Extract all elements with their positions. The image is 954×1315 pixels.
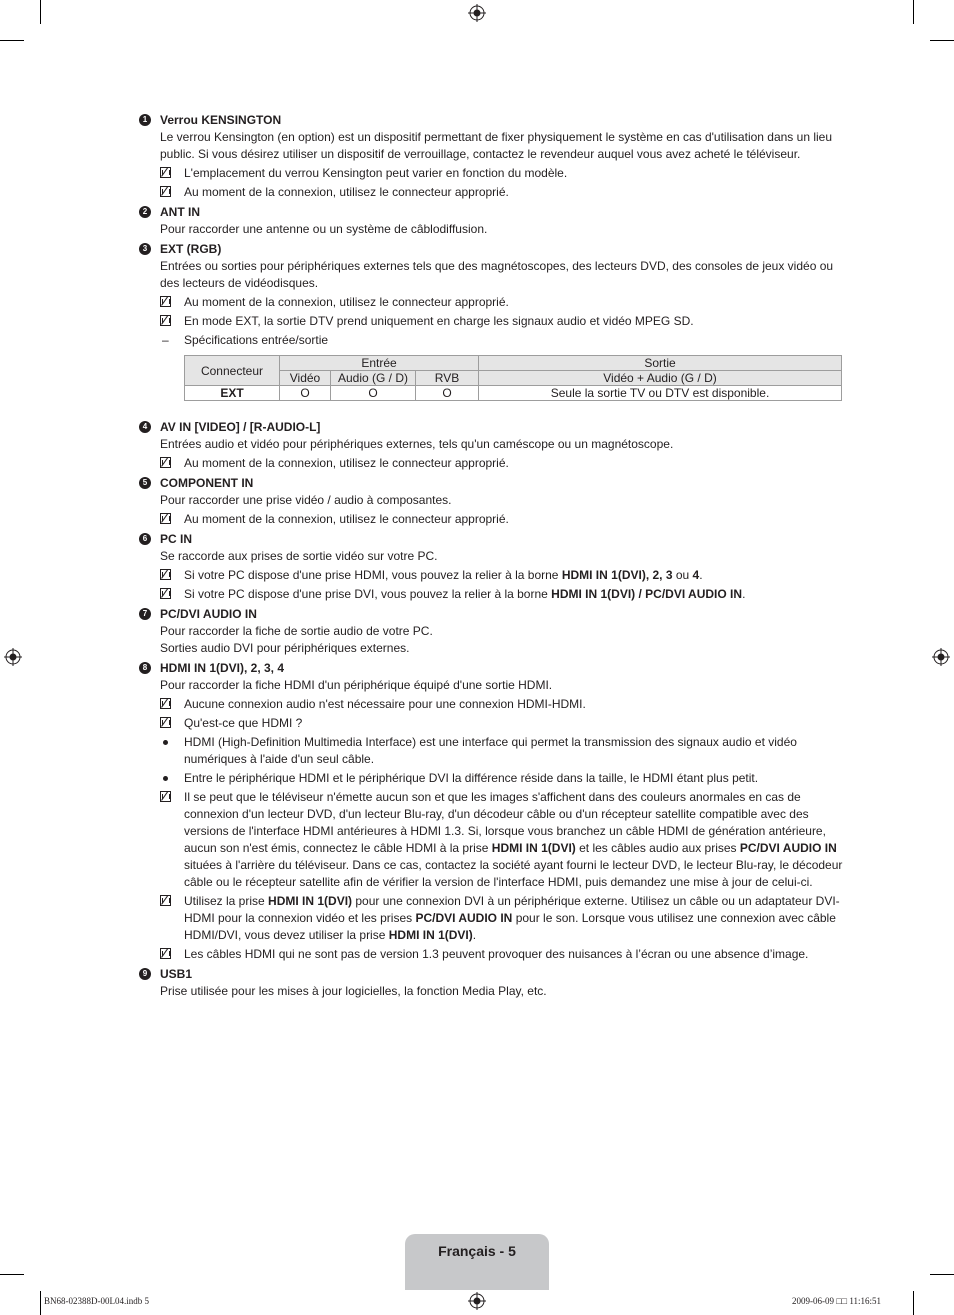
note-item	[138, 586, 844, 603]
table-subheader-row	[185, 371, 842, 386]
crop-mark-top-right-h	[930, 40, 954, 41]
text-run: situées à l'arrière du téléviseur. Dans ce cas, contactez la société ayant fourni le lecteur DVD, le lecteur Blu-ray, le décodeur câble ou le récepteur satellite afin de vérifier la version de l'interface HDMI, puis demandez une mise à jour de celui-ci.	[184, 858, 843, 889]
line-text: Entrées ou sorties pour périphériques externes tels que des magnétoscopes, des lecteurs DVD, des consoles de jeux vidéo ou des lecteurs de vidéodisques.	[160, 259, 834, 290]
section-title	[138, 241, 844, 258]
io-spec-table	[184, 355, 842, 401]
line-text: Se raccorde aux prises de sortie vidéo sur votre PC.	[160, 549, 438, 563]
note-icon	[160, 569, 171, 580]
note-icon	[160, 698, 171, 709]
note-icon	[160, 315, 171, 326]
line-text: Le verrou Kensington (en option) est un dispositif permettant de fixer physiquement le système en cas d'utilisation dans un lieu public. Si vous désirez utiliser un dispositif de verrouillage, contactez le revendeur auquel vous avez acheté le téléviseur.	[160, 130, 833, 161]
text-run: et les câbles audio aux prises	[575, 841, 740, 855]
table-header-row	[185, 356, 842, 371]
crop-mark-top-left-h	[0, 40, 24, 41]
section-title-text: Verrou KENSINGTON	[160, 113, 282, 127]
section-2	[138, 204, 844, 238]
line-text: HDMI (High-Definition Multimedia Interface) est une interface qui permet la transmission des signaux audio et vidéo numériques à l'aide d'un seul câble.	[184, 735, 797, 766]
paragraph	[138, 129, 844, 163]
paragraph	[138, 492, 844, 509]
note-icon	[160, 948, 171, 959]
line-text: Qu'est-ce que HDMI ?	[184, 716, 303, 730]
section-title-text: PC/DVI AUDIO IN	[160, 607, 257, 621]
paragraph	[138, 258, 844, 292]
line-text: Pour raccorder la fiche HDMI d'un périphérique équipé d'une sortie HDMI.	[160, 678, 553, 692]
bold-term: HDMI IN 1(DVI)	[388, 928, 473, 942]
section-title	[138, 606, 844, 623]
note-item	[138, 789, 844, 891]
section-7	[138, 606, 844, 657]
line-text: Au moment de la connexion, utilisez le connecteur approprié.	[184, 456, 509, 470]
section-title-text: COMPONENT IN	[160, 476, 254, 490]
section-title	[138, 475, 844, 492]
table-cell: Sortie	[479, 356, 842, 371]
section-8	[138, 660, 844, 963]
line-text: L'emplacement du verrou Kensington peut varier en fonction du modèle.	[184, 166, 568, 180]
line-text: Aucune connexion audio n'est nécessaire pour une connexion HDMI-HDMI.	[184, 697, 586, 711]
note-icon	[160, 296, 171, 307]
paragraph	[138, 548, 844, 565]
text-run: pour le son. Lorsque vous utilisez une connexion avec câble HDMI/DVI, vous devez utiliser la prise	[184, 911, 836, 942]
table-cell: Vidéo	[280, 371, 331, 386]
line-text: Pour raccorder une prise vidéo / audio à composantes.	[160, 493, 452, 507]
note-item	[138, 893, 844, 944]
slug-file-info: BN68-02388D-00L04.indb 5	[44, 1296, 149, 1306]
bold-term: HDMI IN 1(DVI) / PC/DVI AUDIO IN	[551, 587, 743, 601]
line-text: Spécifications entrée/sortie	[184, 333, 329, 347]
note-icon	[160, 186, 171, 197]
section-number-badge: 2	[139, 206, 151, 218]
line-text: Au moment de la connexion, utilisez le connecteur approprié.	[184, 512, 509, 526]
line-text: Prise utilisée pour les mises à jour logicielles, la fonction Media Play, etc.	[160, 984, 547, 998]
note-item	[138, 696, 844, 713]
section-number-badge: 9	[139, 968, 151, 980]
page-number-tab	[405, 1234, 549, 1290]
section-number-badge: 4	[139, 421, 151, 433]
table-cell: Connecteur	[185, 356, 280, 386]
bullet-dot-icon	[163, 776, 168, 781]
note-item	[138, 455, 844, 472]
table-cell: Entrée	[280, 356, 479, 371]
note-icon	[160, 513, 171, 524]
paragraph	[138, 436, 844, 453]
section-5	[138, 475, 844, 528]
line-text: Au moment de la connexion, utilisez le connecteur approprié.	[184, 185, 509, 199]
paragraph	[138, 677, 844, 694]
registration-mark-bottom-icon	[468, 1292, 486, 1310]
registration-mark-right-icon	[932, 648, 950, 666]
crop-mark-bottom-right-h	[930, 1274, 954, 1275]
bold-term: HDMI IN 1(DVI), 2, 3	[561, 568, 673, 582]
text-run: .	[742, 587, 746, 601]
section-title-text: PC IN	[160, 532, 193, 546]
bold-term: HDMI IN 1(DVI)	[491, 841, 576, 855]
bold-term: PC/DVI AUDIO IN	[739, 841, 837, 855]
section-number-badge: 1	[139, 114, 151, 126]
paragraph	[138, 983, 844, 1000]
text-run: Utilisez la prise	[184, 894, 269, 908]
section-4	[138, 419, 844, 472]
note-icon	[160, 167, 171, 178]
dash-item	[138, 332, 844, 349]
note-icon	[160, 717, 171, 728]
section-title-text: EXT (RGB)	[160, 242, 222, 256]
registration-mark-left-icon	[4, 648, 22, 666]
bold-term: HDMI IN 1(DVI)	[268, 894, 353, 908]
table-cell: RVB	[416, 371, 479, 386]
text-run: .	[699, 568, 703, 582]
section-3	[138, 241, 844, 401]
note-icon	[160, 588, 171, 599]
section-title	[138, 660, 844, 677]
crop-mark-bottom-right-v	[913, 1291, 914, 1315]
bold-term: 4	[692, 568, 700, 582]
bullet-item	[138, 770, 844, 787]
section-title	[138, 966, 844, 983]
note-icon	[160, 457, 171, 468]
slug-timestamp: 2009-06-09 □□ 11:16:51	[792, 1296, 882, 1306]
section-title-text: USB1	[160, 967, 193, 981]
section-6	[138, 531, 844, 603]
crop-mark-bottom-left-v	[40, 1291, 41, 1315]
section-number-badge: 3	[139, 243, 151, 255]
paragraph	[138, 640, 844, 657]
note-item	[138, 184, 844, 201]
note-item	[138, 511, 844, 528]
text-run: Si votre PC dispose d'une prise HDMI, vous pouvez la relier à la borne	[184, 568, 562, 582]
line-text: En mode EXT, la sortie DTV prend uniquement en charge les signaux audio et vidéo MPEG SD.	[184, 314, 694, 328]
text-run: pour une connexion DVI à un périphérique externe. Utilisez un câble ou un adaptateur DVI-HDMI pour la connexion vidéo et les prises	[184, 894, 840, 925]
page-number-label: Français - 5	[438, 1243, 516, 1259]
section-title	[138, 204, 844, 221]
paragraph	[138, 623, 844, 640]
section-title-text: AV IN [VIDEO] / [R-AUDIO-L]	[160, 420, 321, 434]
note-icon	[160, 791, 171, 802]
line-text: Sorties audio DVI pour périphériques externes.	[160, 641, 410, 655]
section-title-text: HDMI IN 1(DVI), 2, 3, 4	[160, 661, 285, 675]
note-icon	[160, 895, 171, 906]
section-title	[138, 531, 844, 548]
table-cell: EXT	[185, 386, 280, 401]
section-9	[138, 966, 844, 1000]
dash-icon: –	[162, 333, 169, 347]
note-item	[138, 294, 844, 311]
section-title-text: ANT IN	[160, 205, 200, 219]
line-text: Pour raccorder une antenne ou un système de câblodiffusion.	[160, 222, 488, 236]
section-1	[138, 112, 844, 201]
bold-term: PC/DVI AUDIO IN	[415, 911, 513, 925]
note-item	[138, 313, 844, 330]
line-text: Au moment de la connexion, utilisez le connecteur approprié.	[184, 295, 509, 309]
note-item	[138, 567, 844, 584]
section-number-badge: 5	[139, 477, 151, 489]
line-text: Entrées audio et vidéo pour périphériques externes, tels qu'un caméscope ou un magnétoscope.	[160, 437, 674, 451]
table-cell: Seule la sortie TV ou DTV est disponible.	[479, 386, 842, 401]
table-cell: O	[280, 386, 331, 401]
text-run: Si votre PC dispose d'une prise DVI, vous pouvez la relier à la borne	[184, 587, 552, 601]
table-cell: O	[416, 386, 479, 401]
table-cell: O	[331, 386, 416, 401]
crop-mark-bottom-left-h	[0, 1274, 24, 1275]
bullet-item	[138, 734, 844, 768]
section-number-badge: 8	[139, 662, 151, 674]
text-run: Il se peut que le téléviseur n'émette aucun son et que les images s'affichent dans des couleurs anormales en cas de connexion d'un lecteur DVD, d'un lecteur Blu-ray, d'un décodeur câble ou d'un récepteur satellite compatible avec des versions de l'interface HDMI antérieures à HDMI 1.3. Si, lorsque vous branchez un câble HDMI de génération antérieure, aucun son n'est émis, connectez le câble HDMI à la prise	[184, 790, 826, 855]
paragraph	[138, 221, 844, 238]
line-text: Pour raccorder la fiche de sortie audio de votre PC.	[160, 624, 433, 638]
note-item	[138, 715, 844, 732]
registration-mark-top-icon	[468, 4, 486, 22]
table-cell: Audio (G / D)	[331, 371, 416, 386]
crop-mark-top-right-v	[913, 0, 914, 24]
text-run: .	[472, 928, 477, 942]
section-title	[138, 419, 844, 436]
bullet-dot-icon	[163, 740, 168, 745]
crop-mark-top-left-v	[40, 0, 41, 24]
section-number-badge: 6	[139, 533, 151, 545]
manual-content	[138, 109, 844, 1000]
table-cell: Vidéo + Audio (G / D)	[479, 371, 842, 386]
text-run: ou	[672, 568, 693, 582]
line-text: Les câbles HDMI qui ne sont pas de version 1.3 peuvent provoquer des nuisances à l’écran ou une absence d’image.	[184, 947, 809, 961]
line-text: Entre le périphérique HDMI et le périphérique DVI la différence réside dans la taille, le HDMI étant plus petit.	[184, 771, 759, 785]
table-row	[185, 386, 842, 401]
section-title	[138, 112, 844, 129]
note-item	[138, 165, 844, 182]
note-item	[138, 946, 844, 963]
section-number-badge: 7	[139, 608, 151, 620]
